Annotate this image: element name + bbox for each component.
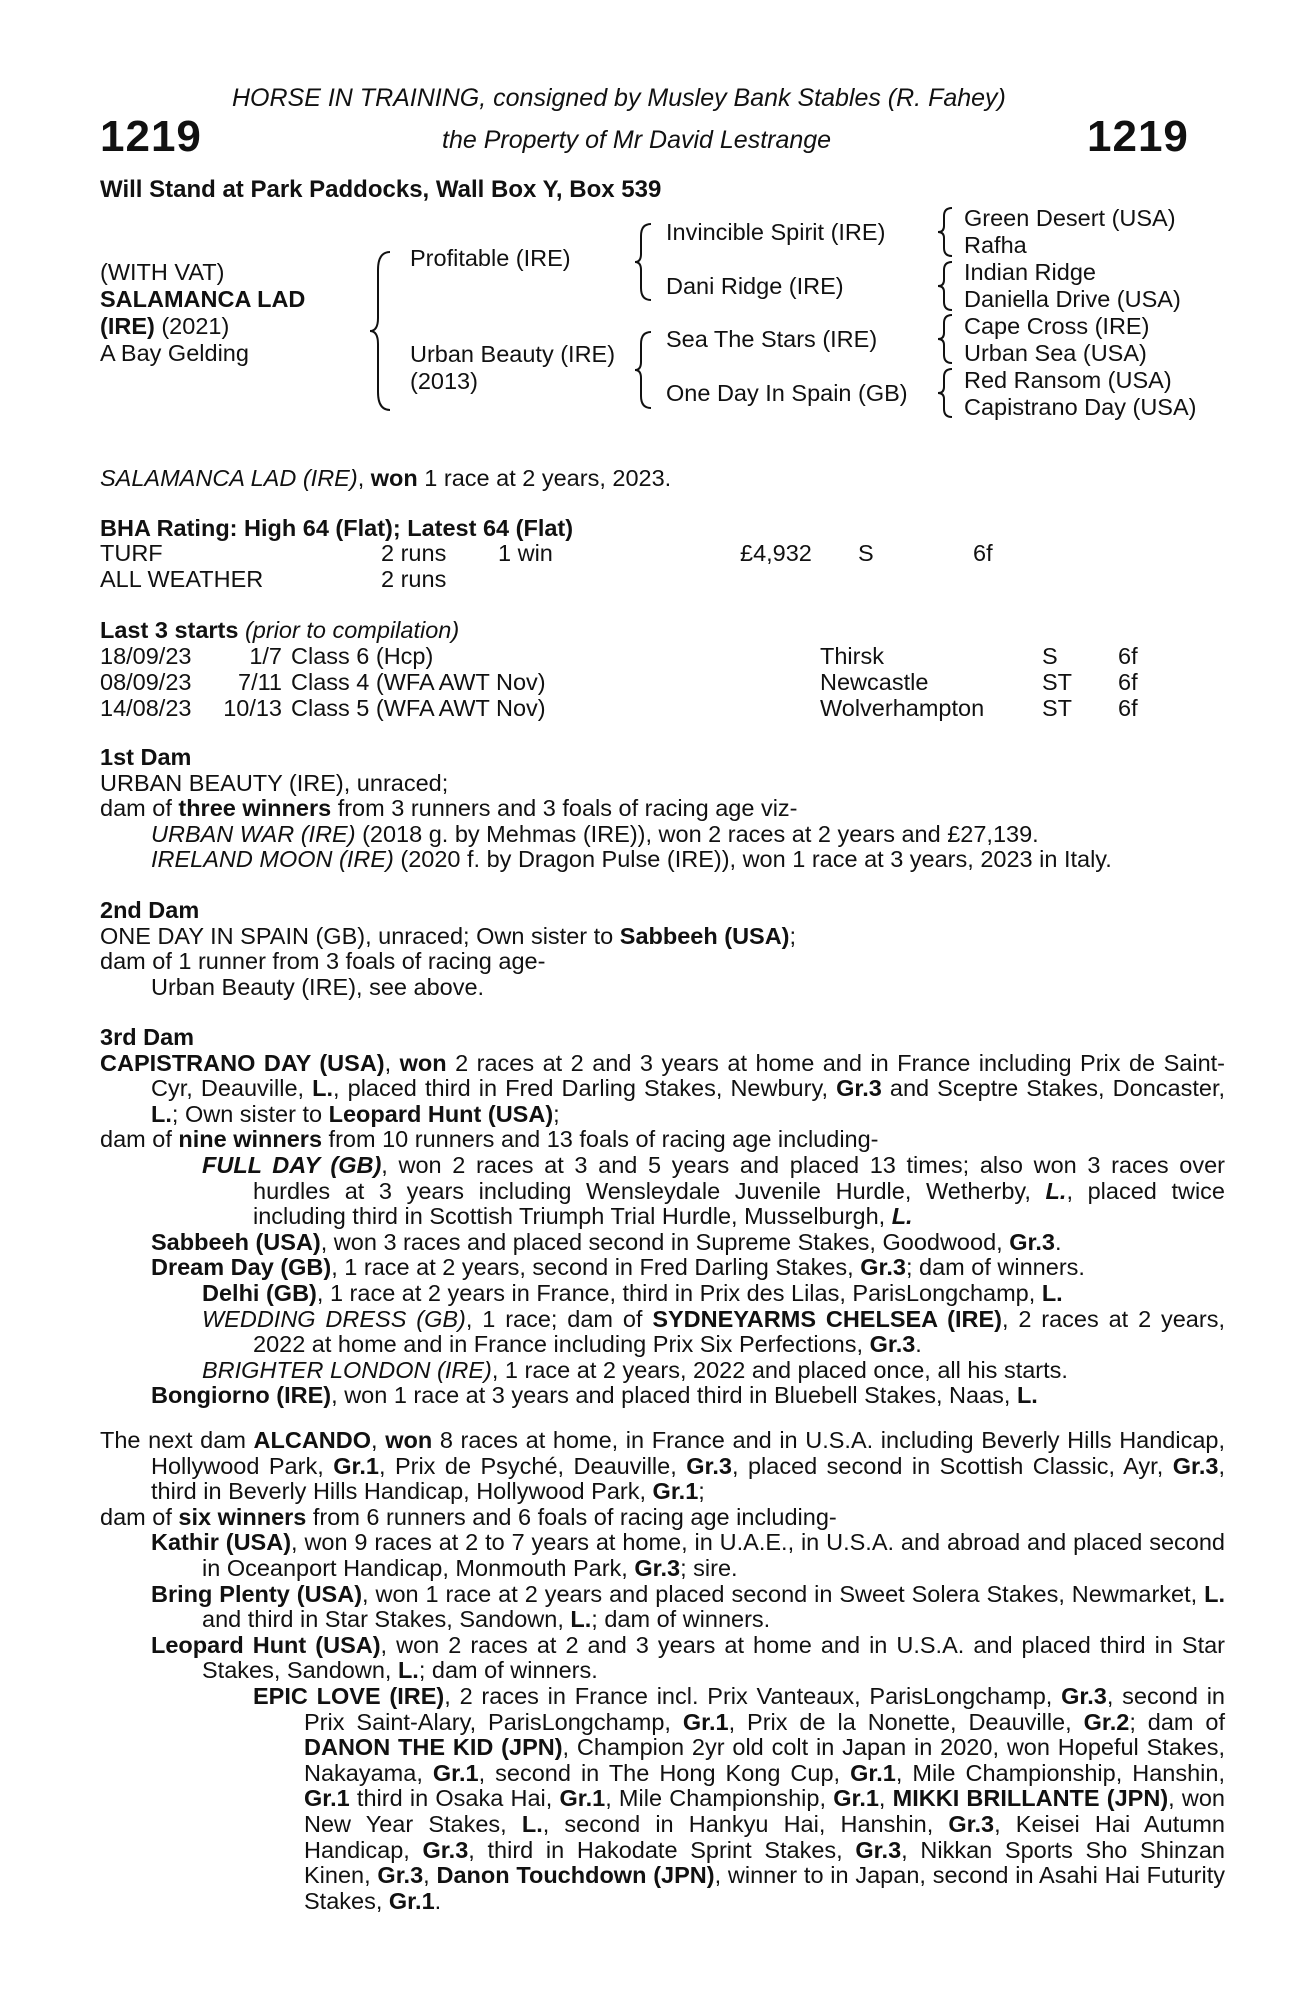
pedigree-ggp-5: Cape Cross (IRE): [964, 313, 1150, 339]
start-date: 18/09/23: [100, 643, 192, 669]
horse-country-year: (IRE) (2021): [100, 313, 230, 339]
third-dam-produce-line: dam of nine winners from 10 runners and 13 foals of racing age including-: [100, 1126, 879, 1153]
first-dam-section: [100, 745, 1225, 873]
next-dam-section: [100, 1428, 1225, 1914]
produce-entry: Bongiorno (IRE), won 1 race at 3 years and placed third in Bluebell Stakes, Naas, L.: [151, 1382, 1038, 1409]
third-dam-section: [100, 1025, 1225, 1409]
third-dam-title: 3rd Dam: [100, 1024, 195, 1050]
first-dam-line: URBAN BEAUTY (IRE), unraced;: [100, 769, 449, 796]
bha-rating-title: BHA Rating: High 64 (Flat); Latest 64 (Flat): [100, 515, 574, 541]
produce-entry: Sabbeeh (USA), won 3 races and placed second in Supreme Stakes, Goodwood, Gr.3.: [151, 1228, 1062, 1255]
third-dam-line: CAPISTRANO DAY (USA), won 2 races at 2 and 3 years at home and in France including Prix de Saint-Cyr, Deauville, L., placed third in Fred Darling Stakes, Newbury, Gr.3 and Sceptre Stakes, Doncaster, L.; Own sister to Leopard Hunt (USA);: [100, 1049, 1226, 1127]
pedigree-ggp-3: Indian Ridge: [964, 259, 1096, 285]
start-date: 14/08/23: [100, 695, 192, 721]
produce-entry: IRELAND MOON (IRE) (2020 f. by Dragon Pulse (IRE)), won 1 race at 3 years, 2023 in Italy.: [151, 846, 1112, 873]
rating-surface: ALL WEATHER: [100, 566, 264, 592]
pedigree-granddam-1: Dani Ridge (IRE): [666, 273, 844, 299]
produce-entry: Bring Plenty (USA), won 1 race at 2 years and placed second in Sweet Solera Stakes, Newmarket, L. and third in Star Stakes, Sandown, L.; dam of winners.: [151, 1580, 1225, 1633]
start-going: S: [1042, 643, 1058, 669]
start-race: Class 4 (WFA AWT Nov): [291, 669, 546, 695]
produce-entry: BRIGHTER LONDON (IRE), 1 race at 2 years, 2022 and placed once, all his starts.: [202, 1356, 1068, 1383]
pedigree-grandsire-2: Sea The Stars (IRE): [666, 326, 878, 352]
rating-runs: 2 runs: [381, 566, 447, 592]
produce-entry: URBAN WAR (IRE) (2018 g. by Mehmas (IRE)), won 2 races at 2 years and £27,139.: [151, 820, 1039, 847]
start-course: Newcastle: [820, 669, 929, 695]
rating-going: S: [858, 540, 874, 566]
start-course: Wolverhampton: [820, 695, 985, 721]
start-distance: 6f: [1118, 643, 1138, 669]
produce-entry: FULL DAY (GB), won 2 races at 3 and 5 years and placed 13 times; also won 3 races over hurdles at 3 years including Wensleydale Juvenile Hurdle, Wetherby, L., placed twice including third in Scottish Triumph Trial Hurdle, Musselburgh, L.: [202, 1151, 1225, 1230]
start-distance: 6f: [1118, 669, 1138, 695]
pedigree-dam: Urban Beauty (IRE): [410, 341, 616, 367]
pedigree-ggp-1: Green Desert (USA): [964, 205, 1176, 231]
vat-note: (WITH VAT): [100, 259, 225, 285]
produce-entry: Delhi (GB), 1 race at 2 years in France, third in Prix des Lilas, ParisLongchamp, L.: [202, 1279, 1063, 1306]
pedigree-brace-main: [370, 250, 400, 412]
second-dam-title: 2nd Dam: [100, 897, 200, 923]
first-dam-title: 1st Dam: [100, 744, 192, 770]
header-consignor-line: HORSE IN TRAINING, consigned by Musley Bank Stables (R. Fahey): [232, 84, 1006, 112]
start-going: ST: [1042, 695, 1073, 721]
pedigree-grandsire-1: Invincible Spirit (IRE): [666, 219, 886, 245]
second-dam-section: [100, 898, 1225, 1000]
pedigree-ggp-2: Rafha: [964, 232, 1027, 258]
produce-entry: EPIC LOVE (IRE), 2 races in France incl. Prix Vanteaux, ParisLongchamp, Gr.3, second in Prix Saint-Alary, ParisLongchamp, Gr.1, Prix de la Nonette, Deauville, Gr.2; dam of DANON THE KID (JPN), Champion 2yr old colt in Japan in 2020, won Hopeful Stakes, Nakayama, Gr.1, second in The Hong Kong Cup, Gr.1, Mile Championship, Hanshin, Gr.1 third in Osaka Hai, Gr.1, Mile Championship, Gr.1, MIKKI BRILLANTE (JPN), won New Year Stakes, L., second in Hankyu Hai, Hanshin, Gr.3, Keisei Hai Autumn Handicap, Gr.3, third in Hakodate Sprint Stakes, Gr.3, Nikkan Sports Sho Shinzan Kinen, Gr.3, Danon Touchdown (JPN), winner to in Japan, second in Asahi Hai Futurity Stakes, Gr.1.: [253, 1682, 1226, 1914]
next-dam-produce-line: dam of six winners from 6 runners and 6 foals of racing age including-: [100, 1503, 837, 1530]
pedigree-ggp-4: Daniella Drive (USA): [964, 286, 1181, 312]
start-race: Class 6 (Hcp): [291, 643, 434, 669]
rating-wins: 1 win: [498, 540, 553, 566]
stand-location: Will Stand at Park Paddocks, Wall Box Y, Box 539: [100, 176, 662, 203]
pedigree-ggp-7: Red Ransom (USA): [964, 367, 1172, 393]
produce-entry: Dream Day (GB), 1 race at 2 years, second in Fred Darling Stakes, Gr.3; dam of winners.: [151, 1254, 1085, 1281]
pedigree-ggp-6: Urban Sea (USA): [964, 340, 1147, 366]
rating-runs: 2 runs: [381, 540, 447, 566]
produce-entry: Urban Beauty (IRE), see above.: [151, 973, 485, 1000]
pedigree-brace-g1: [938, 206, 960, 258]
start-race: Class 5 (WFA AWT Nov): [291, 695, 546, 721]
lot-number-right: 1219: [1087, 112, 1189, 161]
second-dam-line: ONE DAY IN SPAIN (GB), unraced; Own sister to Sabbeeh (USA);: [100, 922, 797, 949]
last-starts-title: Last 3 starts (prior to compilation): [100, 617, 460, 643]
produce-entry: Kathir (USA), won 9 races at 2 to 7 years at home, in U.A.E., in U.S.A. and abroad and placed second in Oceanport Handicap, Monmouth Park, Gr.3; sire.: [151, 1529, 1225, 1581]
start-position: 1/7: [249, 643, 282, 669]
rating-surface: TURF: [100, 540, 163, 566]
produce-entry: WEDDING DRESS (GB), 1 race; dam of SYDNEYARMS CHELSEA (IRE), 2 races at 2 years, 2022 at home and in France including Prix Six Perfections, Gr.3.: [202, 1305, 1225, 1358]
pedigree-brace-g2: [938, 260, 960, 312]
pedigree-brace-g4: [938, 367, 960, 419]
start-date: 08/09/23: [100, 669, 192, 695]
header-property-line: the Property of Mr David Lestrange: [442, 126, 832, 154]
pedigree-dam-year: (2013): [410, 368, 478, 394]
start-position: 7/11: [238, 669, 282, 695]
first-dam-produce-line: dam of three winners from 3 runners and 3 foals of racing age viz-: [100, 795, 798, 822]
start-distance: 6f: [1118, 695, 1138, 721]
rating-distance: 6f: [973, 540, 993, 566]
horse-name: SALAMANCA LAD: [100, 286, 306, 312]
produce-entry: Leopard Hunt (USA), won 2 races at 2 and 3 years at home and in U.S.A. and placed third in Star Stakes, Sandown, L.; dam of winners.: [151, 1631, 1225, 1684]
pedigree-brace-dam: [635, 330, 657, 410]
horse-description: A Bay Gelding: [100, 340, 249, 366]
pedigree-brace-g3: [938, 313, 960, 365]
next-dam-line: The next dam ALCANDO, won 8 races at home, in France and in U.S.A. including Beverly Hills Handicap, Hollywood Park, Gr.1, Prix de Psyché, Deauville, Gr.3, placed second in Scottish Classic, Ayr, Gr.3, third in Beverly Hills Handicap, Hollywood Park, Gr.1;: [100, 1427, 1226, 1505]
start-position: 10/13: [223, 695, 282, 721]
start-going: ST: [1042, 669, 1073, 695]
rating-prize: £4,932: [740, 540, 812, 566]
pedigree-sire: Profitable (IRE): [410, 245, 571, 271]
lot-number-left: 1219: [100, 112, 202, 161]
start-course: Thirsk: [820, 643, 884, 669]
pedigree-ggp-8: Capistrano Day (USA): [964, 394, 1197, 420]
race-summary: SALAMANCA LAD (IRE), won 1 race at 2 years, 2023.: [100, 465, 672, 491]
second-dam-produce-line: dam of 1 runner from 3 foals of racing age-: [100, 948, 546, 975]
pedigree-granddam-2: One Day In Spain (GB): [666, 380, 908, 406]
pedigree-brace-sire: [635, 222, 657, 302]
